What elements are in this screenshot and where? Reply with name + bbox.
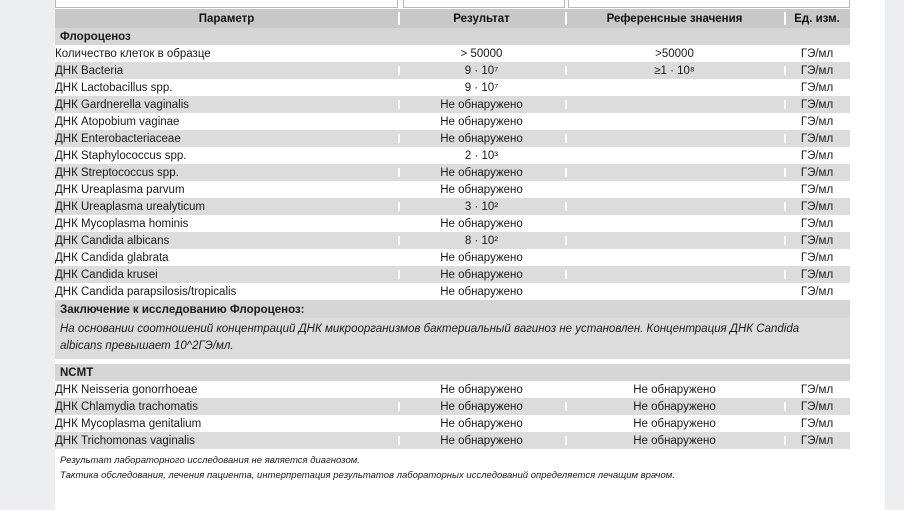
cell-unit: ГЭ/мл xyxy=(784,381,850,398)
cell-reference: Не обнаружено xyxy=(565,381,784,398)
table-row xyxy=(55,215,850,232)
cell-unit: ГЭ/мл xyxy=(784,432,850,449)
cell-parameter: ДНК Mycoplasma hominis xyxy=(55,215,398,232)
cell-result: 8 · 10² xyxy=(398,232,565,249)
cell-result: Не обнаружено xyxy=(398,415,565,432)
cell-parameter: ДНК Candida parapsilosis/tropicalis xyxy=(55,283,398,300)
section-title: NCMT xyxy=(55,364,850,381)
cell-result: Не обнаружено xyxy=(398,181,565,198)
table-row xyxy=(55,79,850,96)
cell-result: 3 · 10² xyxy=(398,198,565,215)
cell-reference xyxy=(565,96,784,113)
footer-disclaimer xyxy=(55,449,850,483)
cell-result: 2 · 10³ xyxy=(398,147,565,164)
cell-unit: ГЭ/мл xyxy=(784,415,850,432)
cell-result: 9 · 10⁷ xyxy=(398,62,565,79)
cell-parameter: ДНК Candida krusei xyxy=(55,266,398,283)
cell-reference: >50000 xyxy=(565,45,784,62)
table-row xyxy=(55,147,850,164)
header-row xyxy=(55,9,850,28)
cell-parameter: ДНК Trichomonas vaginalis xyxy=(55,432,398,449)
cell-unit: ГЭ/мл xyxy=(784,147,850,164)
column-header-reference: Референсные значения xyxy=(565,9,784,28)
cell-parameter: ДНК Candida albicans xyxy=(55,232,398,249)
cell-unit: ГЭ/мл xyxy=(784,198,850,215)
cell-unit: ГЭ/мл xyxy=(784,398,850,415)
table-row xyxy=(55,381,850,398)
cell-result: Не обнаружено xyxy=(398,164,565,181)
cell-unit: ГЭ/мл xyxy=(784,232,850,249)
cell-unit: ГЭ/мл xyxy=(784,45,850,62)
table-header xyxy=(55,9,850,28)
cell-parameter: ДНК Lactobacillus spp. xyxy=(55,79,398,96)
cell-unit: ГЭ/мл xyxy=(784,113,850,130)
cell-result: Не обнаружено xyxy=(398,96,565,113)
cell-parameter: ДНК Mycoplasma genitalium xyxy=(55,415,398,432)
cell-parameter: ДНК Chlamydia trachomatis xyxy=(55,398,398,415)
table-row xyxy=(55,181,850,198)
cell-parameter: ДНК Neisseria gonorrhoeae xyxy=(55,381,398,398)
table-row xyxy=(55,198,850,215)
cell-reference xyxy=(565,266,784,283)
disclaimer-line: Тактика обследования, лечения пациента, интерпретация результатов лабораторных исследований определяется лечащим врачом. xyxy=(60,470,675,482)
table-row xyxy=(55,266,850,283)
cell-reference: ≥1 · 10⁸ xyxy=(565,62,784,79)
cell-result: Не обнаружено xyxy=(398,432,565,449)
cell-unit: ГЭ/мл xyxy=(784,164,850,181)
cell-result: Не обнаружено xyxy=(398,283,565,300)
cell-unit: ГЭ/мл xyxy=(784,96,850,113)
column-header-result: Результат xyxy=(398,9,565,28)
column-header-unit: Ед. изм. xyxy=(784,9,850,28)
conclusion-heading-row xyxy=(55,300,850,318)
cell-parameter: ДНК Staphylococcus spp. xyxy=(55,147,398,164)
section-header-florocenosis xyxy=(55,28,850,45)
remnant-box-result xyxy=(403,0,565,8)
cell-reference: Не обнаружено xyxy=(565,432,784,449)
cell-parameter: ДНК Ureaplasma parvum xyxy=(55,181,398,198)
cell-parameter: ДНК Ureaplasma urealyticum xyxy=(55,198,398,215)
cell-unit: ГЭ/мл xyxy=(784,283,850,300)
cell-reference xyxy=(565,283,784,300)
cell-reference xyxy=(565,215,784,232)
cell-parameter: ДНК Bacteria xyxy=(55,62,398,79)
cell-reference xyxy=(565,147,784,164)
table-row xyxy=(55,232,850,249)
cell-reference: Не обнаружено xyxy=(565,415,784,432)
cell-result: Не обнаружено xyxy=(398,130,565,147)
table-row xyxy=(55,249,850,266)
cell-result: Не обнаружено xyxy=(398,381,565,398)
table-row xyxy=(55,432,850,449)
cell-result: Не обнаружено xyxy=(398,249,565,266)
cell-result: Не обнаружено xyxy=(398,215,565,232)
conclusion-text: На основании соотношений концентраций ДНК микроорганизмов бактериальный вагиноз не установлен. Концентрация ДНК Candida albicans превышает 10^2ГЭ/мл. xyxy=(55,318,850,359)
column-header-parameter: Параметр xyxy=(55,9,398,28)
table-body xyxy=(55,28,850,449)
cell-unit: ГЭ/мл xyxy=(784,266,850,283)
report-page xyxy=(55,0,885,510)
table-row xyxy=(55,415,850,432)
lab-results-table xyxy=(55,9,850,449)
cell-result: Не обнаружено xyxy=(398,266,565,283)
cell-unit: ГЭ/мл xyxy=(784,181,850,198)
cell-reference xyxy=(565,249,784,266)
table-row xyxy=(55,164,850,181)
cell-result: Не обнаружено xyxy=(398,398,565,415)
cell-result: Не обнаружено xyxy=(398,113,565,130)
table-row xyxy=(55,398,850,415)
cell-reference xyxy=(565,232,784,249)
table-row xyxy=(55,62,850,79)
cell-unit: ГЭ/мл xyxy=(784,215,850,232)
table-row xyxy=(55,96,850,113)
remnant-box-parameter xyxy=(55,0,398,8)
table-row xyxy=(55,45,850,62)
cell-reference xyxy=(565,181,784,198)
cell-unit: ГЭ/мл xyxy=(784,62,850,79)
cell-reference xyxy=(565,79,784,96)
cell-parameter: ДНК Gardnerella vaginalis xyxy=(55,96,398,113)
remnant-box-reference xyxy=(568,0,850,8)
cut-off-header-remnant xyxy=(55,0,885,9)
cell-parameter: ДНК Candida glabrata xyxy=(55,249,398,266)
disclaimer-line: Результат лабораторного исследования не является диагнозом. xyxy=(60,455,360,467)
cell-result: 9 · 10⁷ xyxy=(398,79,565,96)
cell-reference: Не обнаружено xyxy=(565,398,784,415)
conclusion-heading: Заключение к исследованию Флороценоз: xyxy=(55,300,850,318)
cell-reference xyxy=(565,130,784,147)
cell-parameter: Количество клеток в образце xyxy=(55,45,398,62)
cell-result: > 50000 xyxy=(398,45,565,62)
table-row xyxy=(55,130,850,147)
cell-reference xyxy=(565,164,784,181)
cell-parameter: ДНК Atopobium vaginae xyxy=(55,113,398,130)
cell-reference xyxy=(565,198,784,215)
conclusion-body-row xyxy=(55,318,850,359)
cell-unit: ГЭ/мл xyxy=(784,130,850,147)
table-row xyxy=(55,113,850,130)
table-row xyxy=(55,283,850,300)
cell-parameter: ДНК Streptococcus spp. xyxy=(55,164,398,181)
cell-reference xyxy=(565,113,784,130)
cell-unit: ГЭ/мл xyxy=(784,249,850,266)
cell-parameter: ДНК Enterobacteriaceae xyxy=(55,130,398,147)
section-title: Флороценоз xyxy=(55,28,850,45)
cell-unit: ГЭ/мл xyxy=(784,79,850,96)
section-header-ncmt xyxy=(55,364,850,381)
